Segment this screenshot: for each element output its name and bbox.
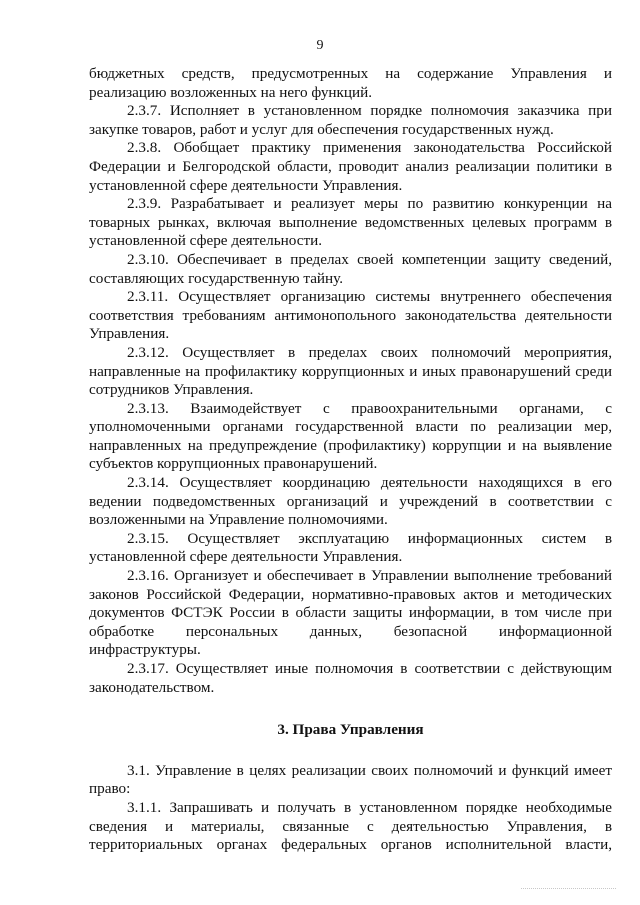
section-heading: 3. Права Управления [277, 721, 424, 739]
paragraph-3-1-1: 3.1.1. Запрашивать и получать в установленном порядке необходимые сведения и материалы, связанные с деятельностью Управления, в территориальных органах федеральных органов исполнительной власти, [89, 798, 612, 854]
paragraph-3-1: 3.1. Управление в целях реализации своих полномочий и функций имеет право: [89, 761, 612, 798]
paragraph-2-3-9: 2.3.9. Разрабатывает и реализует меры по развитию конкуренции на товарных рынках, включая выполнение ведомственных целевых программ в установленной сфере деятельности. [89, 195, 612, 250]
paragraph-2-3-14: 2.3.14. Осуществляет координацию деятельности находящихся в его ведении подведомственных организаций и учреждений в соответствии с возложенными на Управление полномочиями. [89, 474, 612, 529]
paragraph-2-3-8: 2.3.8. Обобщает практику применения законодательства Российской Федерации и Белгородской области, проводит анализ реализации политики в установленной сфере деятельности Управления. [89, 139, 612, 194]
paragraph-2-3-13: 2.3.13. Взаимодействует с правоохранительными органами, с уполномоченными органами государственной власти по реализации мер, направленных на предупреждение (профилактику) коррупции и на выявление субъектов коррупционных правонарушений. [89, 399, 612, 473]
paragraph-2-3-16: 2.3.16. Организует и обеспечивает в Управлении выполнение требований законов Российской Федерации, нормативно-правовых актов и методических документов ФСТЭК России в области защиты информации, в том числе при обработке персональных данных, безопасной информационной инфраструктуры. [89, 567, 612, 659]
paragraph-2-3-11: 2.3.11. Осуществляет организацию системы внутреннего обеспечения соответствия требованиям антимонопольного законодательства деятельности Управления. [89, 288, 612, 343]
document-body [89, 65, 612, 855]
page-number: 9 [316, 38, 324, 53]
paragraph-2-3-7: 2.3.7. Исполняет в установленном порядке полномочия заказчика при закупке товаров, работ и услуг для обеспечения государственных нужд. [89, 102, 612, 138]
paragraph-2-3-15: 2.3.15. Осуществляет эксплуатацию информационных систем в установленной сфере деятельности Управления. [89, 529, 612, 566]
paragraph-continuation: бюджетных средств, предусмотренных на содержание Управления и реализацию возложенных на него функций. [89, 65, 612, 101]
scan-artifact-line [521, 888, 616, 889]
paragraph-2-3-10: 2.3.10. Обеспечивает в пределах своей компетенции защиту сведений, составляющих государственную тайну. [89, 250, 612, 287]
paragraph-2-3-17: 2.3.17. Осуществляет иные полномочия в соответствии с действующим законодательством. [89, 660, 612, 696]
paragraph-2-3-12: 2.3.12. Осуществляет в пределах своих полномочий мероприятия, направленные на профилактику коррупционных и иных правонарушений среди сотрудников Управления. [89, 343, 612, 399]
